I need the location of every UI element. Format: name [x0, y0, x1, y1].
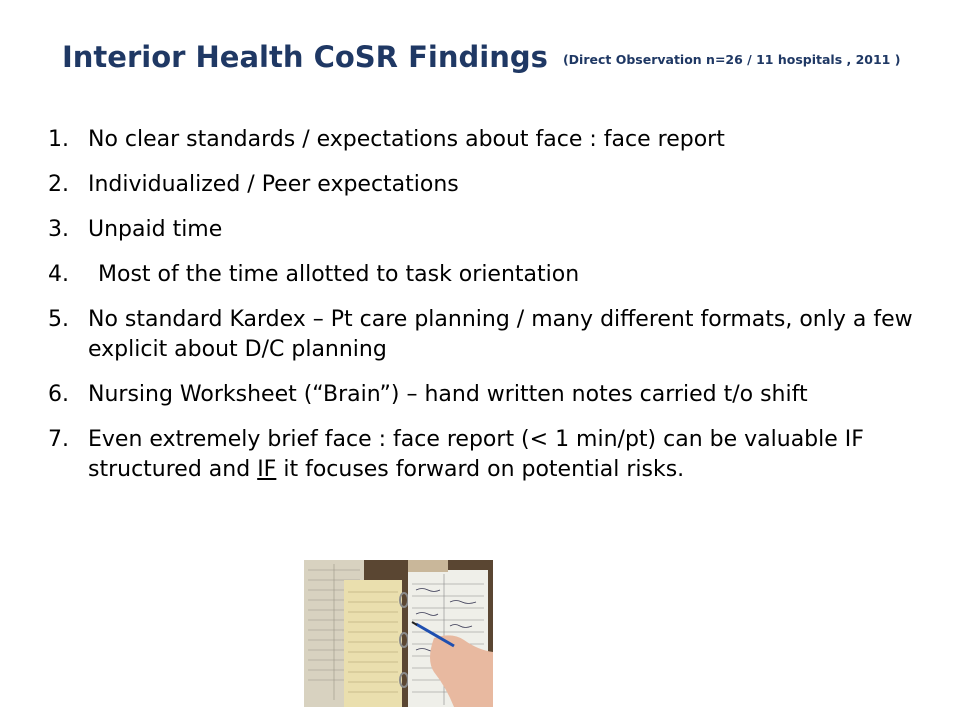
- item-number: 7.: [48, 427, 69, 452]
- item-number: 5.: [48, 307, 69, 332]
- item-text: [88, 427, 864, 482]
- list-item: [48, 305, 918, 365]
- item-number: 3.: [48, 217, 69, 242]
- list-item: [48, 125, 918, 155]
- item-number: 6.: [48, 382, 69, 407]
- list-item: [48, 170, 918, 200]
- item-text: No standard Kardex – Pt care planning / many different formats, only a few explicit about D/C planning: [88, 307, 913, 362]
- item-text: Most of the time allotted to task orientation: [98, 262, 580, 287]
- list-item: [48, 425, 918, 485]
- item-number: 2.: [48, 172, 69, 197]
- item-text: Unpaid time: [88, 217, 223, 242]
- item-text-part: Even extremely brief face : face report (< 1 min/pt) can be valuable IF structured and: [88, 427, 864, 482]
- item-text: No clear standards / expectations about face : face report: [88, 127, 725, 152]
- findings-list: [48, 125, 918, 500]
- list-item: [48, 215, 918, 245]
- item-number: 1.: [48, 127, 69, 152]
- title-main: Interior Health CoSR Findings: [62, 40, 548, 74]
- item-text: Individualized / Peer expectations: [88, 172, 459, 197]
- item-text-part: it focuses forward on potential risks.: [276, 457, 685, 482]
- item-text-underlined: IF: [257, 457, 277, 482]
- list-item: [48, 260, 918, 290]
- item-text: Nursing Worksheet (“Brain”) – hand written notes carried t/o shift: [88, 382, 808, 407]
- worksheet-photo: [304, 560, 493, 707]
- list-item: [48, 380, 918, 410]
- item-number: 4.: [48, 262, 69, 287]
- title-subtitle: (Direct Observation n=26 / 11 hospitals , 2011 ): [562, 52, 901, 67]
- slide-title: [62, 40, 900, 74]
